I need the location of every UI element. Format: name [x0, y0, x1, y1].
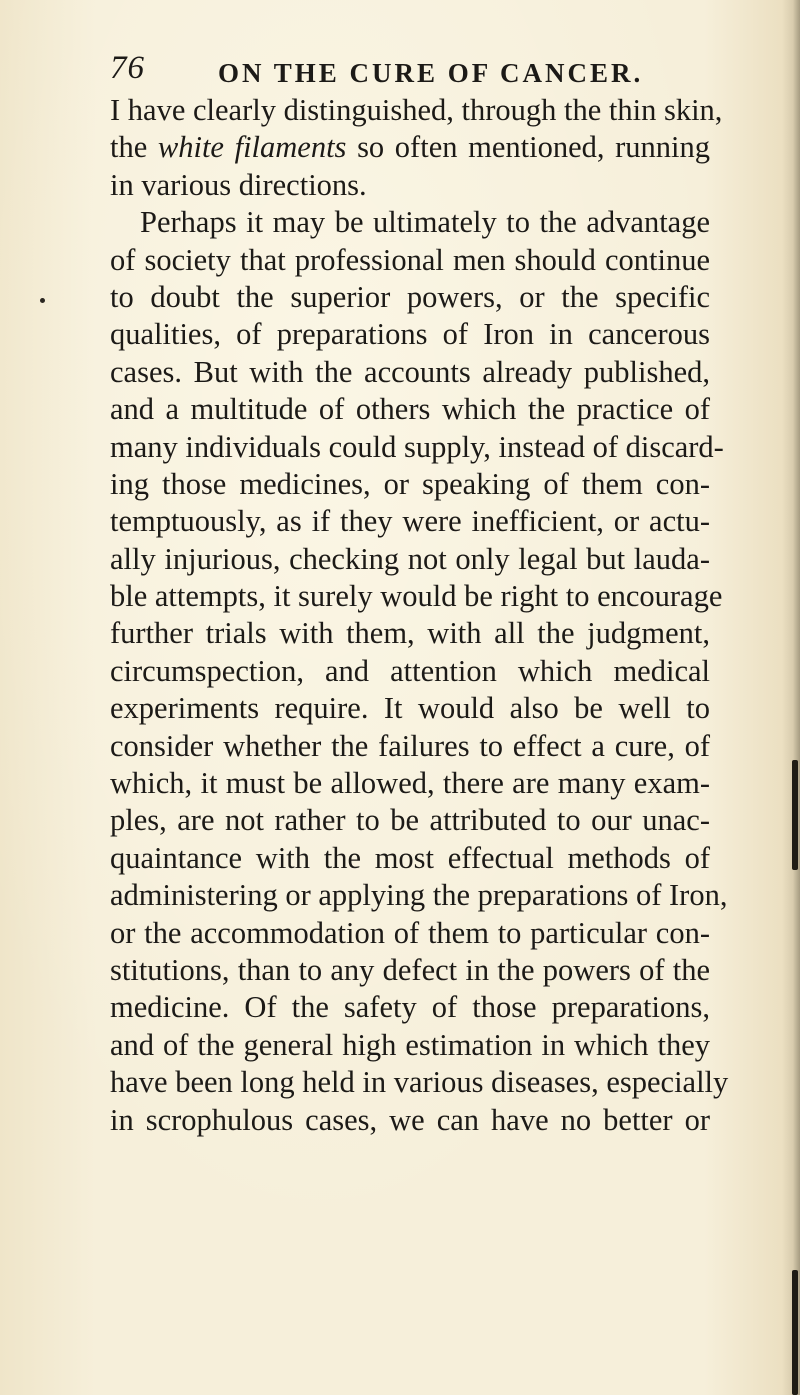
text-line: have been long held in various diseases, especially	[110, 1065, 729, 1100]
ink-speck	[40, 298, 45, 303]
text-line: circumspection, and attention which medical	[110, 653, 710, 688]
body-text	[110, 92, 729, 1139]
text-line: or the accommodation of them to particular con-	[110, 915, 710, 950]
text-line: ble attempts, it surely would be right to encourage	[110, 579, 723, 614]
text-line: and a multitude of others which the practice of	[110, 392, 710, 427]
text-fragment: so often mentioned, running	[346, 130, 710, 165]
text-line: consider whether the failures to effect a cure, of	[110, 728, 710, 763]
text-line: ing those medicines, or speaking of them con-	[110, 466, 710, 501]
text-line: quaintance with the most effectual methods of	[110, 840, 710, 875]
page-edge-mark	[792, 1270, 798, 1395]
italic-phrase: white filaments	[157, 130, 347, 165]
text-line: and of the general high estimation in which they	[110, 1027, 710, 1062]
page-header	[110, 50, 710, 90]
text-line: I have clearly distinguished, through the thin skin,	[110, 93, 723, 127]
text-line: which, it must be allowed, there are many exam-	[110, 766, 710, 801]
running-head: ON THE CURE OF CANCER.	[218, 58, 644, 88]
text-fragment: the	[110, 130, 158, 165]
page-edge-mark	[792, 760, 798, 870]
text-line: administering or applying the preparations of Iron,	[110, 878, 728, 913]
text-line: ally injurious, checking not only legal but lauda-	[110, 541, 710, 576]
text-line: Perhaps it may be ultimately to the advantage	[140, 205, 710, 240]
text-line: stitutions, than to any defect in the powers of the	[110, 952, 710, 987]
text-line: many individuals could supply, instead of discard-	[110, 429, 724, 464]
text-line: medicine. Of the safety of those preparations,	[110, 990, 710, 1025]
text-line: ples, are not rather to be attributed to our unac-	[110, 803, 710, 838]
text-line: further trials with them, with all the judgment,	[110, 616, 710, 651]
text-line: qualities, of preparations of Iron in cancerous	[110, 317, 710, 352]
text-line	[110, 129, 710, 166]
text-line: temptuously, as if they were inefficient, or actu-	[110, 504, 710, 539]
text-line: to doubt the superior powers, or the specific	[110, 279, 710, 314]
text-line: of society that professional men should continue	[110, 242, 710, 277]
text-line: in scrophulous cases, we can have no better or	[110, 1102, 710, 1137]
text-line: in various directions.	[110, 167, 367, 202]
page-edge-shadow	[782, 0, 800, 1395]
text-line: experiments require. It would also be well to	[110, 691, 710, 726]
page-number: 76	[110, 50, 145, 86]
text-line: cases. But with the accounts already published,	[110, 354, 710, 389]
